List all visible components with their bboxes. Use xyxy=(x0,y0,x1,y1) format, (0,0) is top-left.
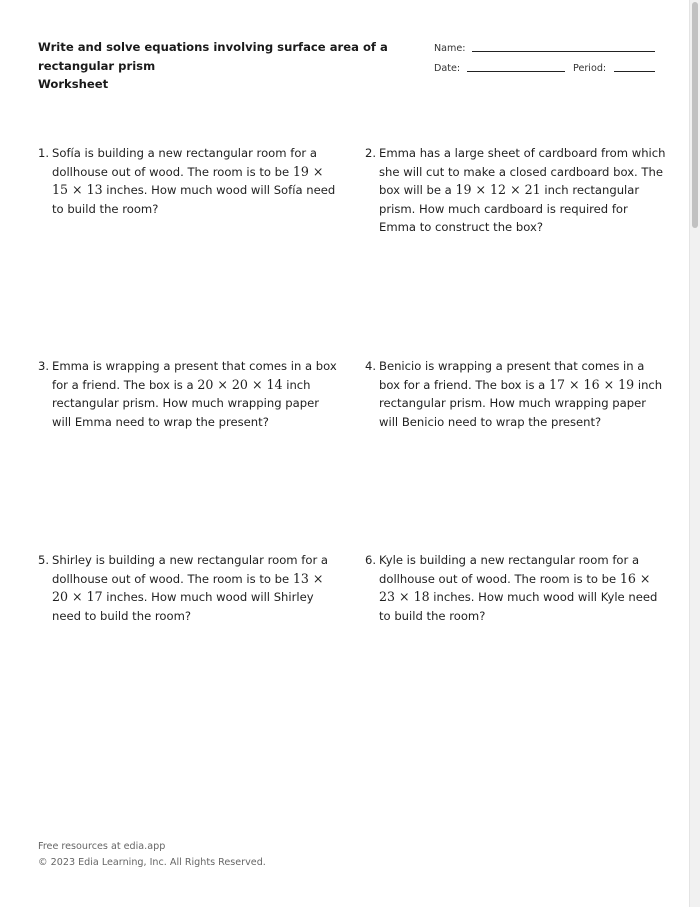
problem-text-segment: dollhouse out of wood. The room is to be xyxy=(52,164,293,179)
problem-text-line xyxy=(379,394,665,413)
problem-text-segment: inches. How much wood will Sofía need xyxy=(102,183,336,198)
problem-number: 3. xyxy=(38,359,50,373)
problem-text xyxy=(52,551,338,625)
problem-number: 6. xyxy=(365,553,377,567)
problem-item xyxy=(38,551,338,625)
problem-text-line xyxy=(379,200,665,219)
problem-text xyxy=(379,144,665,237)
problem-text-line xyxy=(379,376,665,395)
problem-text-line xyxy=(379,181,665,200)
math-dimensions: 16 × xyxy=(619,570,651,586)
vertical-scrollbar[interactable] xyxy=(689,0,700,907)
problem-text-segment: Emma is wrapping a present that comes in a box xyxy=(52,359,337,373)
period-field-line[interactable] xyxy=(614,71,655,72)
problem-text-segment: rectangular prism. How much wrapping paper xyxy=(52,396,319,411)
problem-text-segment: inch rectangular xyxy=(540,183,640,198)
math-dimensions: 13 × xyxy=(292,570,324,586)
problem-text-segment: inches. How much wood will Shirley xyxy=(102,590,314,605)
name-field-line[interactable] xyxy=(472,51,655,52)
problem-text-segment: box will be a xyxy=(379,183,456,198)
problem-item xyxy=(38,357,338,431)
problem-text-segment: Emma has a large sheet of cardboard from which xyxy=(379,146,666,160)
problem-text-segment: to build the room? xyxy=(52,201,159,216)
problem-text-line xyxy=(379,413,665,432)
problem-number: 4. xyxy=(365,359,377,373)
problem-text xyxy=(379,357,665,431)
problem-text-segment: Sofía is building a new rectangular room for a xyxy=(52,146,317,160)
math-dimensions: 20 × 17 xyxy=(52,589,103,605)
problem-text-segment: Benicio is wrapping a present that comes in a xyxy=(379,359,645,373)
problem-text-line xyxy=(379,570,665,589)
problem-text-line xyxy=(379,357,665,376)
problem-text-line xyxy=(52,394,338,413)
scrollbar-thumb[interactable] xyxy=(692,2,698,228)
problem-text-segment: will Benicio need to wrap the present? xyxy=(379,414,602,429)
problem-text-segment: to build the room? xyxy=(379,608,486,623)
math-dimensions: 17 × 16 × 19 xyxy=(548,376,635,392)
date-label: Date: xyxy=(434,63,461,74)
date-field-line[interactable] xyxy=(467,71,565,72)
footer-resources-text: Free resources at edia.app xyxy=(38,841,166,852)
title-subtitle: Worksheet xyxy=(38,77,109,91)
problem-text-line xyxy=(52,570,338,589)
problem-text-segment: inch xyxy=(282,377,311,392)
problem-text-segment: Emma to construct the box? xyxy=(379,220,543,235)
name-label: Name: xyxy=(434,43,466,54)
problem-text-segment: prism. How much cardboard is required for xyxy=(379,201,628,216)
problem-text-line xyxy=(52,588,338,607)
problem-text-segment: she will cut to make a closed cardboard box. The xyxy=(379,164,663,179)
math-dimensions: 20 × 20 × 14 xyxy=(197,376,283,392)
period-label: Period: xyxy=(573,63,607,74)
problem-text-segment: dollhouse out of wood. The room is to be xyxy=(379,571,620,586)
problem-text-segment: rectangular prism. How much wrapping paper xyxy=(379,396,646,411)
problem-item xyxy=(38,144,338,218)
problem-text-segment: dollhouse out of wood. The room is to be xyxy=(52,571,293,586)
problem-text xyxy=(379,551,665,625)
problem-text-line xyxy=(52,357,338,376)
problem-text-segment: will Emma need to wrap the present? xyxy=(52,414,269,429)
problem-number: 5. xyxy=(38,553,50,567)
problem-text-line xyxy=(379,144,665,163)
problem-text-line xyxy=(52,163,338,182)
math-dimensions: 15 × 13 xyxy=(52,182,103,198)
problem-text-line xyxy=(379,163,665,182)
problem-text xyxy=(52,357,338,431)
footer xyxy=(38,839,266,870)
problem-text-line xyxy=(52,376,338,395)
problem-item xyxy=(365,551,665,625)
problem-number: 2. xyxy=(365,146,377,160)
math-dimensions: 23 × 18 xyxy=(379,589,430,605)
problem-text-line xyxy=(379,607,665,626)
math-dimensions: 19 × xyxy=(292,163,324,179)
problem-text-line xyxy=(52,181,338,200)
problem-item xyxy=(365,144,665,237)
problem-text-line xyxy=(379,218,665,237)
problem-text-line xyxy=(52,200,338,219)
problem-text xyxy=(52,144,338,218)
worksheet-title xyxy=(38,38,388,94)
problem-text-line xyxy=(52,144,338,163)
problem-text-segment: Shirley is building a new rectangular room for a xyxy=(52,553,329,567)
problem-text-line xyxy=(52,413,338,432)
problem-item xyxy=(365,357,665,431)
problem-text-line xyxy=(52,607,338,626)
problem-text-segment: Kyle is building a new rectangular room for a xyxy=(379,553,640,567)
problem-text-segment: inch xyxy=(634,377,663,392)
title-line: rectangular prism xyxy=(38,58,156,73)
problem-text-line xyxy=(379,551,665,570)
problem-text-segment: need to build the room? xyxy=(52,608,192,623)
problem-text-segment: inches. How much wood will Kyle need xyxy=(429,590,658,605)
problem-text-line xyxy=(379,588,665,607)
title-line: Write and solve equations involving surface area of a xyxy=(38,40,388,54)
math-dimensions: 19 × 12 × 21 xyxy=(455,182,541,198)
problem-text-segment: for a friend. The box is a xyxy=(52,377,198,392)
problem-text-line xyxy=(52,551,338,570)
footer-copyright-text: © 2023 Edia Learning, Inc. All Rights Reserved. xyxy=(38,856,266,868)
problem-text-segment: box for a friend. The box is a xyxy=(379,377,549,392)
problem-number: 1. xyxy=(38,146,50,160)
